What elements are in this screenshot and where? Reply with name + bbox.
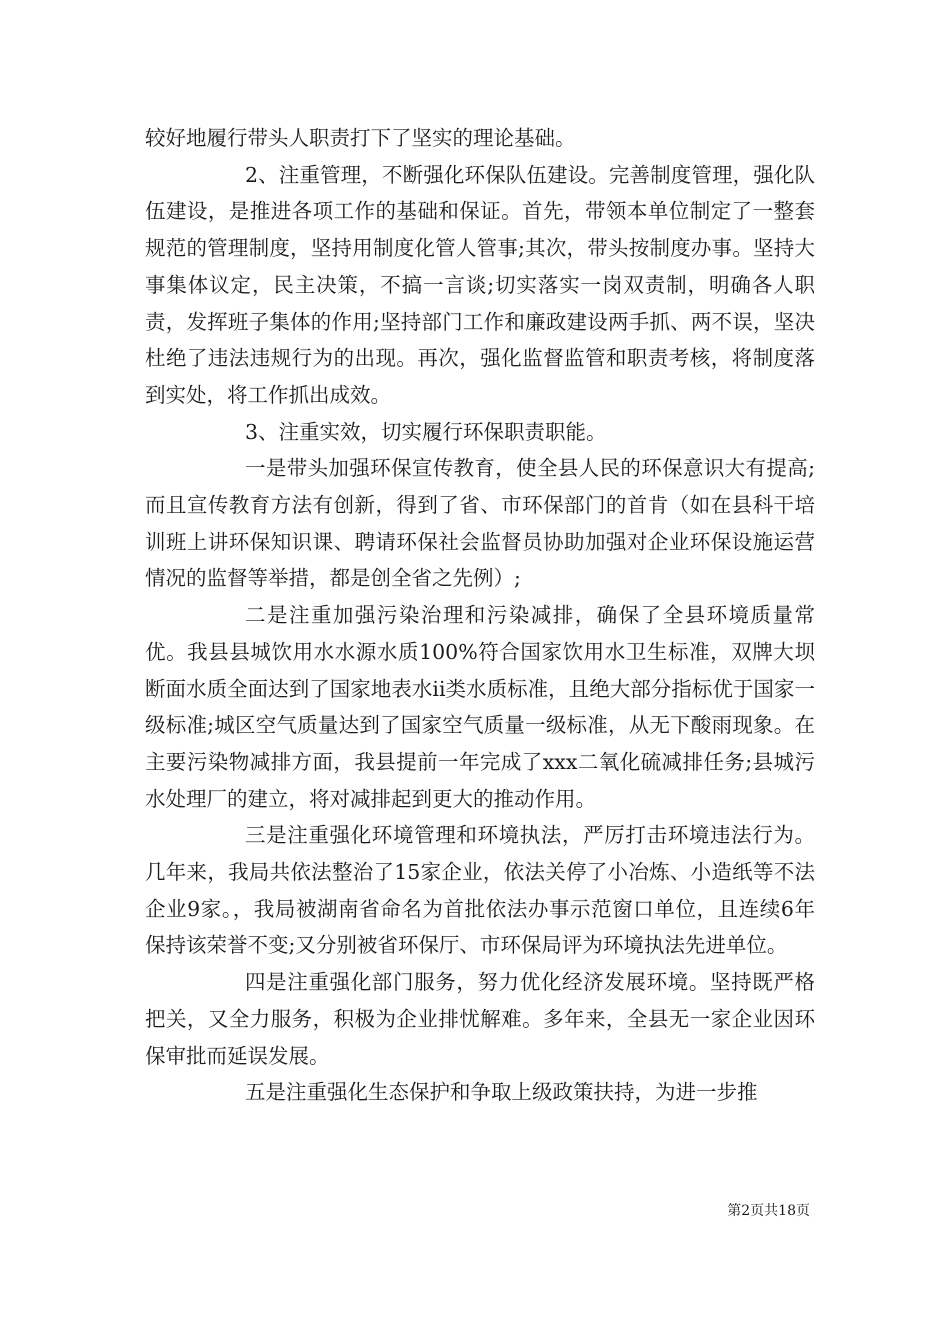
paragraph-section-3: 3、注重实效，切实履行环保职责职能。 <box>245 419 607 444</box>
document-body <box>145 120 815 1111</box>
paragraph-continuation: 较好地履行带头人职责打下了坚实的理论基础。 <box>145 126 576 150</box>
page-number: 第2页共18页 <box>727 1203 810 1219</box>
paragraph-item-1: 一是带头加强环保宣传教育，使全县人民的环保意识大有提高;而且宣传教育方法有创新，得到了省、市环保部门的首肯（如在县科干培训班上讲环保知识课、聘请环保社会监督员协助加强对企业环保设施运营情况的监督等举措，都是创全省之先例）; <box>145 456 815 591</box>
paragraph-item-4: 四是注重强化部门服务，努力优化经济发展环境。坚持既严格把关，又全力服务，积极为企业排忧解难。多年来，全县无一家企业因环保审批而延误发展。 <box>145 970 815 1068</box>
paragraph-item-2: 二是注重加强污染治理和污染减排，确保了全县环境质量常优。我县县城饮用水水源水质100%符合国家饮用水卫生标准，双牌大坝断面水质全面达到了国家地表水ii类水质标准，且绝大部分指标优于国家一级标准;城区空气质量达到了国家空气质量一级标准，从无下酸雨现象。在主要污染物减排方面，我县提前一年完成了xxx二氧化硫减排任务;县城污水处理厂的建立，将对减排起到更大的推动作用。 <box>145 603 815 811</box>
paragraph-item-5: 五是注重强化生态保护和争取上级政策扶持，为进一步推 <box>245 1080 758 1105</box>
paragraph-section-2: 2、注重管理，不断强化环保队伍建设。完善制度管理，强化队伍建设，是推进各项工作的基础和保证。首先，带领本单位制定了一整套规范的管理制度，坚持用制度化管人管事;其次，带头按制度办事。坚持大事集体议定，民主决策，不搞一言谈;切实落实一岗双责制，明确各人职责，发挥班子集体的作用;坚持部门工作和廉政建设两手抓、两不误，坚决杜绝了违法违规行为的出现。再次，强化监督监管和职责考核，将制度落到实处，将工作抓出成效。 <box>145 162 815 407</box>
paragraph-item-3: 三是注重强化环境管理和环境执法，严厉打击环境违法行为。几年来，我局共依法整治了15家企业，依法关停了小冶炼、小造纸等不法企业9家。，我局被湖南省命名为首批依法办事示范窗口单位，且连续6年保持该荣誉不变;又分别被省环保厅、市环保局评为环境执法先进单位。 <box>145 823 815 958</box>
